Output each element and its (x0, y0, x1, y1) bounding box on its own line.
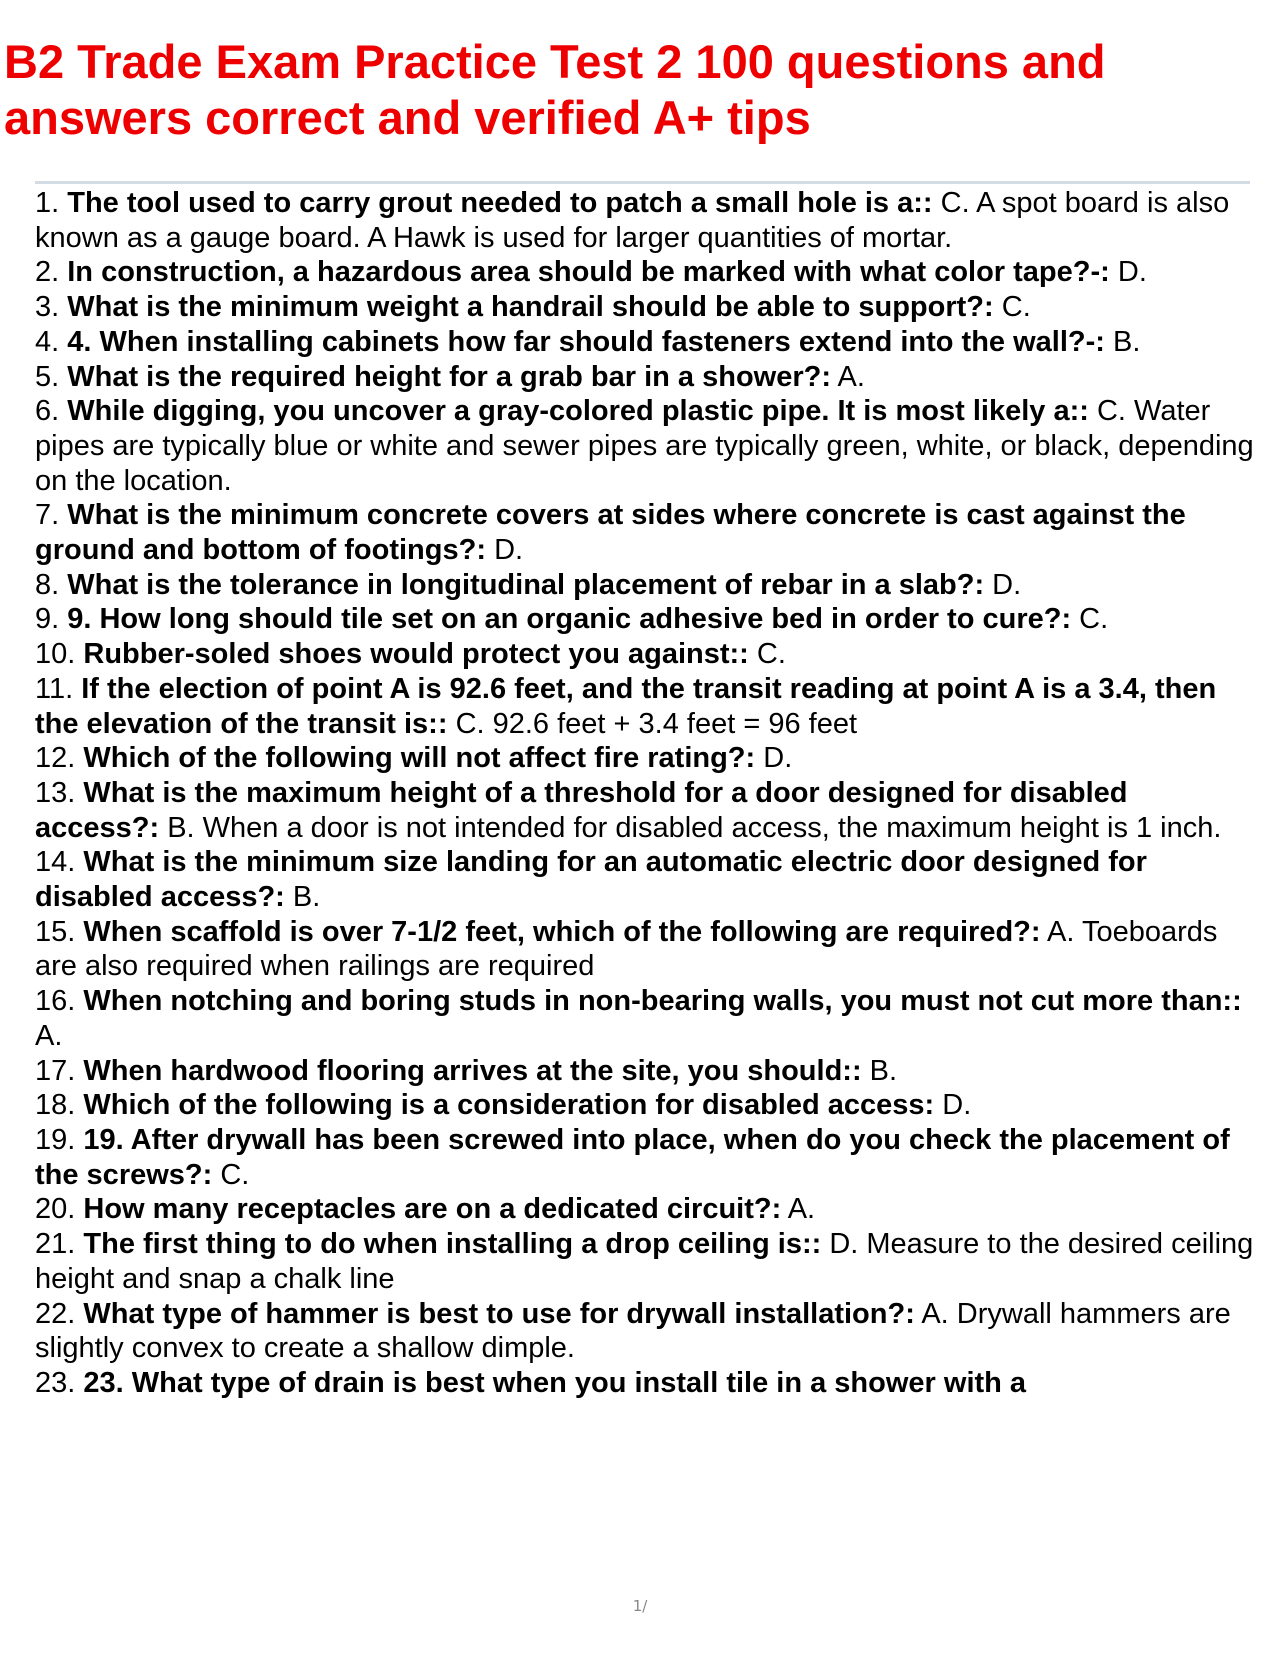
question-text: The tool used to carry grout needed to patch a small hole is a:: (67, 187, 933, 219)
answer-text: C. (756, 638, 786, 671)
question-item (35, 360, 1257, 395)
question-text: How many receptacles are on a dedicated circuit?: (83, 1193, 782, 1226)
answer-text: A. Drywall hammers are slightly convex to create a shallow dimple. (35, 1297, 1231, 1365)
answer-text: C. 92.6 feet + 3.4 feet = 96 feet (455, 707, 858, 740)
question-text: Which of the following will not affect fire rating?: (83, 742, 756, 775)
question-item (35, 498, 1257, 567)
question-text: When notching and boring studs in non-bearing walls, you must not cut more than:: (83, 985, 1242, 1018)
question-number: 4. (35, 325, 60, 358)
question-text: Which of the following is a consideration for disabled access: (83, 1089, 935, 1122)
question-text: What type of hammer is best to use for drywall installation?: (83, 1297, 915, 1330)
question-item (35, 776, 1257, 845)
question-text: The first thing to do when installing a drop ceiling is:: (83, 1228, 822, 1261)
answer-text: B. When a door is not intended for disabled access, the maximum height is 1 inch. (167, 811, 1222, 844)
title-divider (35, 181, 1250, 184)
question-text: When hardwood flooring arrives at the site, you should:: (83, 1054, 862, 1087)
question-item (35, 186, 1257, 255)
answer-text: C. (1001, 291, 1031, 324)
question-item (35, 568, 1257, 603)
document-title: B2 Trade Exam Practice Test 2 100 questions and answers correct and verified A+ tips (4, 35, 1106, 144)
answer-text: D. (992, 568, 1022, 601)
question-number: 6. (35, 395, 60, 428)
question-list (35, 186, 1257, 1401)
question-number: 1. (35, 187, 60, 219)
answer-text: C. (1079, 603, 1109, 636)
question-number: 22. (35, 1297, 76, 1330)
question-text: What is the maximum height of a threshold for a door designed for disabled access?: (35, 776, 1128, 844)
question-item (35, 1227, 1257, 1296)
question-text: 4. When installing cabinets how far should fasteners extend into the wall?-: (67, 325, 1105, 358)
question-item (35, 1366, 1257, 1401)
question-item (35, 672, 1257, 741)
question-number: 21. (35, 1228, 76, 1261)
answer-text: B. (1113, 325, 1141, 358)
question-number: 14. (35, 846, 76, 879)
question-item (35, 255, 1257, 290)
question-item (35, 290, 1257, 325)
question-number: 3. (35, 291, 60, 324)
question-number: 12. (35, 742, 76, 775)
question-text: 9. How long should tile set on an organic adhesive bed in order to cure?: (67, 603, 1072, 636)
answer-text: B. (869, 1054, 898, 1087)
question-item (35, 637, 1257, 672)
question-text: What is the tolerance in longitudinal placement of rebar in a slab?: (67, 568, 985, 601)
question-item (35, 984, 1257, 1053)
question-item (35, 1088, 1257, 1123)
answer-text: A. (35, 1019, 63, 1052)
answer-text: C. (220, 1158, 250, 1191)
answer-text: A. (837, 360, 865, 393)
question-number: 19. (35, 1123, 76, 1156)
question-number: 16. (35, 985, 76, 1018)
question-item (35, 1123, 1257, 1192)
question-item (35, 1192, 1257, 1227)
question-text: Rubber-soled shoes would protect you against:: (83, 638, 749, 671)
answer-text: D. Measure to the desired ceiling height and snap a chalk line (35, 1228, 1254, 1295)
question-text: 19. After drywall has been screwed into place, when do you check the placement of the screws?: (35, 1123, 1230, 1191)
question-item (35, 325, 1257, 360)
question-number: 15. (35, 915, 76, 948)
answer-text: A. Toeboards are also required when railings are required (35, 915, 1218, 983)
question-text: In construction, a hazardous area should be marked with what color tape?-: (67, 256, 1110, 289)
question-item (35, 394, 1257, 498)
question-text: When scaffold is over 7-1/2 feet, which of the following are required?: (83, 915, 1041, 948)
page-number: 1/ (632, 1597, 648, 1615)
question-number: 11. (35, 672, 74, 705)
question-number: 8. (35, 568, 60, 601)
question-text: 23. What type of drain is best when you install tile in a shower with a (83, 1366, 1027, 1399)
question-item (35, 1297, 1257, 1366)
question-number: 5. (35, 360, 60, 393)
question-text: While digging, you uncover a gray-colored plastic pipe. It is most likely a:: (67, 395, 1089, 428)
question-number: 9. (35, 603, 60, 636)
answer-text: D. (763, 742, 793, 775)
answer-text: A. (787, 1193, 816, 1226)
answer-text: D. (494, 534, 524, 567)
answer-text: D. (942, 1089, 972, 1122)
question-number: 20. (35, 1193, 76, 1226)
answer-text: B. (292, 881, 321, 914)
question-number: 7. (35, 499, 60, 532)
question-item (35, 915, 1257, 984)
question-text: If the election of point A is 92.6 feet, and the transit reading at point A is a 3.4, then the elevation of the transit is:: (35, 672, 1217, 740)
question-number: 17. (35, 1054, 76, 1087)
answer-text: C. Water pipes are typically blue or white and sewer pipes are typically green, white, or black, depending on the location. (35, 395, 1254, 497)
question-text: What is the minimum concrete covers at sides where concrete is cast against the ground and bottom of footings?: (35, 499, 1186, 567)
question-item (35, 1054, 1257, 1089)
question-item (35, 845, 1257, 914)
question-item (35, 741, 1257, 776)
question-number: 2. (35, 256, 60, 289)
question-number: 23. (35, 1366, 76, 1399)
question-item (35, 602, 1257, 637)
question-number: 13. (35, 776, 76, 809)
answer-text: D. (1117, 256, 1147, 289)
answer-text: C. A spot board is also known as a gauge board. A Hawk is used for larger quantities of mortar. (35, 187, 1230, 254)
question-text: What is the minimum size landing for an automatic electric door designed for disabled access?: (35, 846, 1147, 914)
question-number: 10. (35, 638, 76, 671)
question-number: 18. (35, 1089, 76, 1122)
question-text: What is the required height for a grab bar in a shower?: (67, 360, 832, 393)
question-text: What is the minimum weight a handrail should be able to support?: (67, 291, 994, 324)
